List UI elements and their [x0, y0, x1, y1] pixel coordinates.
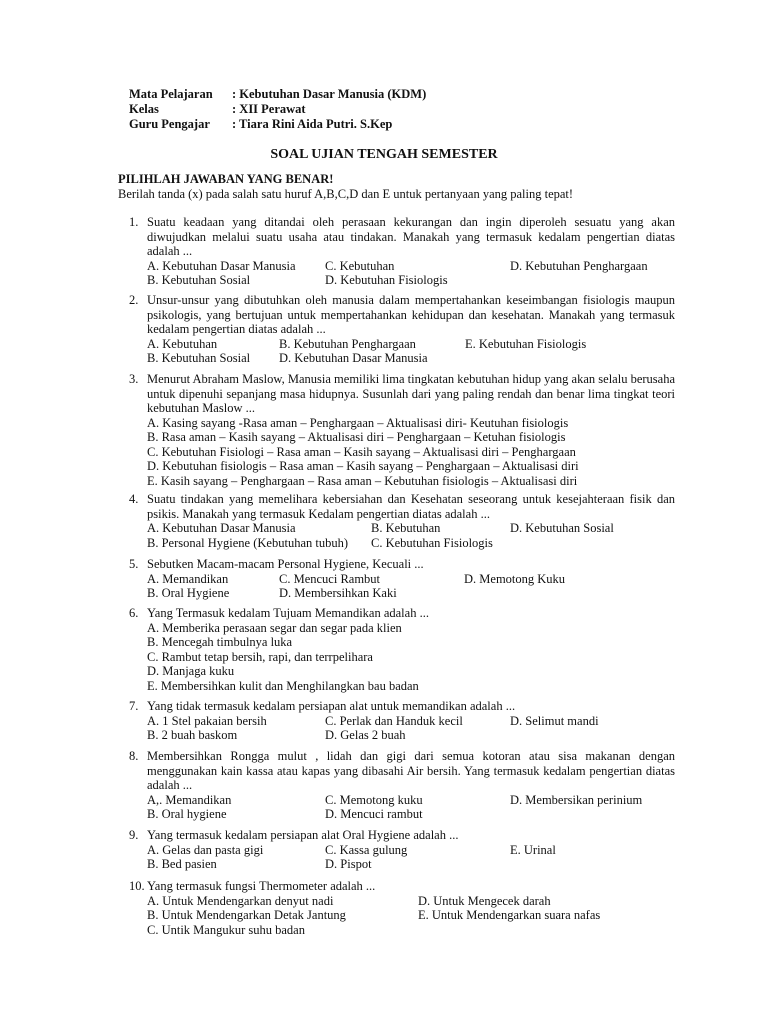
option: A. Memberika perasaan segar dan segar pada klien: [147, 620, 402, 635]
question-text: Yang termasuk kedalam persiapan alat Oral Hygiene adalah ...: [147, 828, 459, 842]
option: B. Untuk Mendengarkan Detak Jantung: [147, 908, 346, 922]
option: D. Mencuci rambut: [325, 807, 423, 821]
option: D. Membersikan perinium: [510, 792, 643, 807]
teacher-label: Guru Pengajar: [129, 117, 210, 131]
option: E. Urinal: [510, 842, 556, 857]
option: C. Perlak dan Handuk kecil: [325, 713, 463, 728]
option: D. Manjaga kuku: [147, 664, 235, 678]
option: D. Selimut mandi: [510, 713, 599, 728]
question-5: [129, 557, 675, 601]
option: B. Bed pasien: [147, 857, 217, 871]
instruction-text: Berilah tanda (x) pada salah satu huruf A,B,C,D dan E untuk pertanyaan yang paling tepat!: [118, 187, 574, 201]
option: B. Rasa aman – Kasih sayang – Aktualisasi diri – Penghargaan – Ketuhan fisiologis: [147, 430, 566, 444]
question-number: 6.: [129, 606, 139, 620]
option: D. Kebutuhan Sosial: [510, 521, 614, 535]
question-number: 9.: [129, 828, 139, 842]
exam-header: [129, 87, 426, 132]
option: B. Kebutuhan Penghargaan: [279, 336, 416, 351]
option: A. 1 Stel pakaian bersih: [147, 713, 267, 728]
option: D. Kebutuhan Fisiologis: [325, 273, 448, 287]
subject-value: : Kebutuhan Dasar Manusia (KDM): [232, 87, 427, 101]
question-3: [129, 372, 675, 488]
option: C. Kassa gulung: [325, 842, 408, 857]
option: C. Kebutuhan Fisiologis: [371, 535, 493, 550]
subject-label: Mata Pelajaran: [129, 87, 213, 101]
option: A,. Memandikan: [147, 792, 232, 807]
question-text: Yang Termasuk kedalam Tujuam Memandikan adalah ...: [147, 606, 429, 620]
option: B. Oral hygiene: [147, 807, 227, 821]
option: D. Kebutuhan Penghargaan: [510, 258, 648, 273]
question-text: Unsur-unsur yang dibutuhkan oleh manusia dalam mempertahankan keseimbangan fisiologis maupun psikologis, yang bertujuan untuk mempertahankan kehidupan dan kesehatan. Manakah yang termasuk kedalam pengertian diatas adalah ...: [147, 293, 675, 336]
instructions: [118, 172, 573, 202]
option: C. Untik Mangukur suhu badan: [147, 922, 305, 937]
option: B. Kebutuhan: [371, 521, 441, 535]
option: A. Kebutuhan Dasar Manusia: [147, 521, 296, 535]
option: E. Kebutuhan Fisiologis: [465, 336, 587, 351]
option: C. Kebutuhan: [325, 258, 395, 273]
option: B. 2 buah baskom: [147, 728, 238, 742]
option: A. Kebutuhan Dasar Manusia: [147, 258, 296, 273]
question-number: 5.: [129, 557, 139, 571]
question-number: 8.: [129, 749, 139, 763]
question-number: 7.: [129, 699, 139, 713]
question-text: Sebutken Macam-macam Personal Hygiene, Kecuali ...: [147, 557, 424, 571]
question-text: Yang tidak termasuk kedalam persiapan alat untuk memandikan adalah ...: [147, 699, 516, 713]
question-4: [129, 492, 675, 550]
option: C. Rambut tetap bersih, rapi, dan terrpelihara: [147, 649, 373, 664]
question-2: [129, 293, 675, 366]
option: D. Kebutuhan fisiologis – Rasa aman – Kasih sayang – Penghargaan – Aktualisasi diri: [147, 459, 579, 473]
instruction-heading: PILIHLAH JAWABAN YANG BENAR!: [118, 172, 334, 186]
question-8: [129, 749, 675, 822]
question-text: Suatu keadaan yang ditandai oleh perasaan kekurangan dan ingin diperoleh sesuatu yang akan diwujudkan melalui suatu usaha atau tindakan. Manakah yang termasuk kedalam pengertian diatas adalah ...: [147, 215, 675, 258]
question-number: 4.: [129, 492, 139, 506]
option: C. Mencuci Rambut: [279, 571, 381, 586]
option: B. Oral Hygiene: [147, 586, 230, 600]
option: C. Kebutuhan Fisiologi – Rasa aman – Kasih sayang – Aktualisasi diri – Penghargaan: [147, 444, 576, 459]
option: A. Kasing sayang -Rasa aman – Penghargaan – Aktualisasi diri- Keutuhan fisiologis: [147, 415, 569, 430]
question-text: Membersihkan Rongga mulut , lidah dan gigi dari semua kotoran atau sisa makanan dengan menggunakan kain kassa atau kapas yang dibasahi Air bersih. Yang termasuk kedalam pengertian diatas adalah ...: [147, 749, 675, 792]
option: D. Untuk Mengecek darah: [418, 893, 551, 908]
option: A. Kebutuhan: [147, 336, 218, 351]
option: D. Membersihkan Kaki: [279, 586, 397, 600]
option: B. Kebutuhan Sosial: [147, 351, 251, 365]
question-text: Suatu tindakan yang memelihara kebersiahan dan Kesehatan seseorang untuk kesejahteraan fisik dan psikis. Manakah yang termasuk Kedalam pengertian diatas adalah ...: [147, 492, 675, 521]
question-number: 3.: [129, 372, 139, 386]
option: E. Untuk Mendengarkan suara nafas: [418, 908, 601, 922]
option: A. Untuk Mendengarkan denyut nadi: [147, 893, 334, 908]
question-7: [129, 699, 675, 743]
exam-title: SOAL UJIAN TENGAH SEMESTER: [270, 147, 498, 162]
option: A. Gelas dan pasta gigi: [147, 842, 264, 857]
option: B. Kebutuhan Sosial: [147, 273, 251, 287]
question-1: [129, 215, 675, 288]
question-number: 2.: [129, 293, 139, 307]
question-10: [129, 879, 675, 937]
question-text: Menurut Abraham Maslow, Manusia memiliki lima tingkatan kebutuhan hidup yang akan selalu berusaha untuk dipenuhi sepanjang masa hidupnya. Susunlah dari yang paling rendah dan benar lima tingkat teori kebutuhan Maslow ...: [147, 372, 675, 415]
option: E. Membersihkan kulit dan Menghilangkan bau badan: [147, 678, 419, 693]
option: D. Pispot: [325, 857, 372, 871]
question-number: 10.: [129, 879, 145, 893]
option: B. Personal Hygiene (Kebutuhan tubuh): [147, 535, 349, 550]
question-number: 1.: [129, 215, 139, 229]
option: D. Kebutuhan Dasar Manusia: [279, 351, 428, 365]
class-value: : XII Perawat: [232, 102, 306, 116]
teacher-value: : Tiara Rini Aida Putri. S.Kep: [232, 117, 393, 131]
question-6: [129, 606, 675, 693]
option: B. Mencegah timbulnya luka: [147, 635, 293, 649]
option: D. Gelas 2 buah: [325, 728, 406, 742]
option: C. Memotong kuku: [325, 792, 423, 807]
question-9: [129, 828, 675, 872]
question-text: Yang termasuk fungsi Thermometer adalah ...: [147, 879, 376, 893]
option: E. Kasih sayang – Penghargaan – Rasa aman – Kebutuhan fisiologis – Aktualisasi diri: [147, 473, 578, 488]
class-label: Kelas: [129, 102, 159, 116]
option: A. Memandikan: [147, 571, 229, 586]
option: D. Memotong Kuku: [464, 571, 566, 586]
